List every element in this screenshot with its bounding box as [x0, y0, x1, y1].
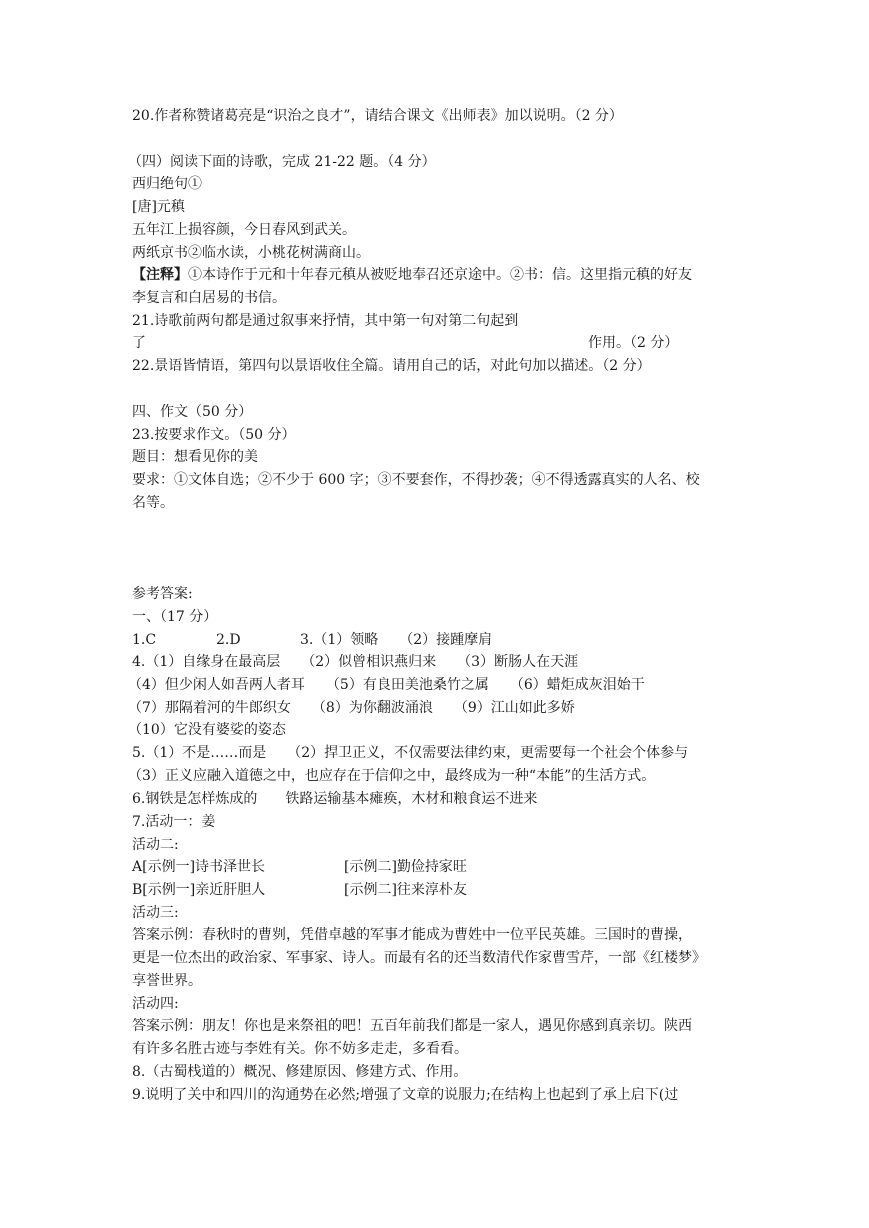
answer-7-activity-3-line-2: 更是一位杰出的政治家、军事家、诗人。而最有名的还当数清代作家曹雪芹，一部《红楼梦》 [132, 950, 706, 966]
poem-note-line-2: 李复言和白居易的书信。 [132, 290, 286, 306]
note-label: 【注释】 [132, 267, 188, 283]
note-text-1: ①本诗作于元和十年春元稹从被贬地奉召还京途中。②书：信。这里指元稹的好友 [188, 267, 692, 283]
poem-title: 西归绝句① [132, 176, 202, 192]
answer-2: 2.D [216, 632, 241, 648]
answer-1-3 [132, 629, 752, 651]
section-4-heading: （四）阅读下面的诗歌，完成 21-22 题。（4 分） [128, 154, 436, 170]
answer-9: 9.说明了关中和四川的沟通势在必然;增强了文章的说服力;在结构上也起到了承上启下(过 [132, 1087, 679, 1103]
question-22: 22.景语皆情语，第四句以景语收住全篇。请用自己的话，对此句加以描述。（2 分） [132, 358, 651, 374]
answers-heading: 参考答案: [132, 586, 193, 602]
answer-7-activity-4-line-2: 有许多名胜古迹与李姓有关。你不妨多走走，多看看。 [132, 1041, 468, 1057]
answers-part-1: 一、（17 分） [132, 609, 218, 625]
answer-4-line-4: （10）它没有婆娑的姿态 [128, 722, 286, 738]
answer-4-line-3: （7）那隔着河的牛郎织女 （8）为你翻波涌浪 （9）江山如此多娇 [128, 700, 575, 716]
answer-3: 3.（1）领略 （2）接踵摩肩 [300, 632, 493, 648]
answer-5-line-1: 5.（1）不是……而是 （2）捍卫正义，不仅需要法律约束，更需要每一个社会个体参与 [132, 745, 689, 761]
question-23: 23.按要求作文。（50 分） [132, 427, 296, 443]
answer-7-activity-4-label: 活动四: [132, 996, 179, 1012]
document-page [128, 0, 752, 1228]
question-21-line-2 [132, 332, 752, 354]
poem-line-1: 五年江上损容颜，今日春风到武关。 [132, 222, 356, 238]
answer-7-activity-2-label: 活动二: [132, 837, 179, 853]
essay-topic: 题目：想看见你的美 [132, 449, 258, 465]
answer-7-b-example-2: [示例二]往来淳朴友 [344, 882, 467, 898]
poem-line-2: 两纸京书②临水读，小桃花树满商山。 [132, 245, 370, 261]
question-21-line-1: 21.诗歌前两句都是通过叙事来抒情，其中第一句对第二句起到 [132, 313, 519, 329]
answer-7-activity-3-line-3: 享誉世界。 [132, 973, 202, 989]
answer-7-activity-4-line-1: 答案示例：朋友！你也是来祭祖的吧！五百年前我们都是一家人，遇见你感到真亲切。陕西 [132, 1018, 692, 1034]
answer-7-b-example-1: B[示例一]亲近肝胆人 [132, 882, 266, 898]
answer-7-row-a [132, 856, 752, 878]
poem-author: [唐]元稹 [132, 199, 185, 215]
answer-7-activity-1: 7.活动一：姜 [132, 814, 216, 830]
answer-7-activity-3-line-1: 答案示例：春秋时的曹刿，凭借卓越的军事才能成为曹姓中一位平民英雄。三国时的曹操， [132, 927, 692, 943]
answer-8: 8.（古蜀栈道的）概况、修建原因、修建方式、作用。 [132, 1064, 468, 1080]
essay-requirements-2: 名等。 [132, 495, 174, 511]
answer-4-line-2: （4）但少闲人如吾两人者耳 （5）有良田美池桑竹之属 （6）蜡炬成灰泪始干 [128, 677, 645, 693]
question-21-blank-prefix: 了 [132, 335, 146, 351]
answer-7-a-example-1: A[示例一]诗书泽世长 [132, 859, 266, 875]
answer-7-row-b [132, 879, 752, 901]
answer-6: 6.钢铁是怎样炼成的 铁路运输基本瘫痪，木材和粮食运不进来 [132, 791, 538, 807]
answer-7-a-example-2: [示例二]勤俭持家旺 [344, 859, 467, 875]
poem-note [132, 264, 692, 286]
question-20: 20.作者称赞诸葛亮是“识治之良才”，请结合课文《出师表》加以说明。（2 分） [132, 108, 623, 124]
essay-requirements-1: 要求：①文体自选；②不少于 600 字；③不要套作，不得抄袭；④不得透露真实的人名、校 [132, 472, 700, 488]
answer-4-line-1: 4.（1）自缘身在最高层 （2）似曾相识燕归来 （3）断肠人在天涯 [132, 654, 579, 670]
answer-7-activity-3-label: 活动三: [132, 905, 179, 921]
answer-1: 1.C [132, 632, 157, 648]
essay-heading: 四、作文（50 分） [132, 404, 253, 420]
question-21-blank-suffix: 作用。（2 分） [588, 335, 679, 351]
answer-5-line-2: （3）正义应融入道德之中，也应存在于信仰之中，最终成为一种“本能”的生活方式。 [128, 768, 656, 784]
